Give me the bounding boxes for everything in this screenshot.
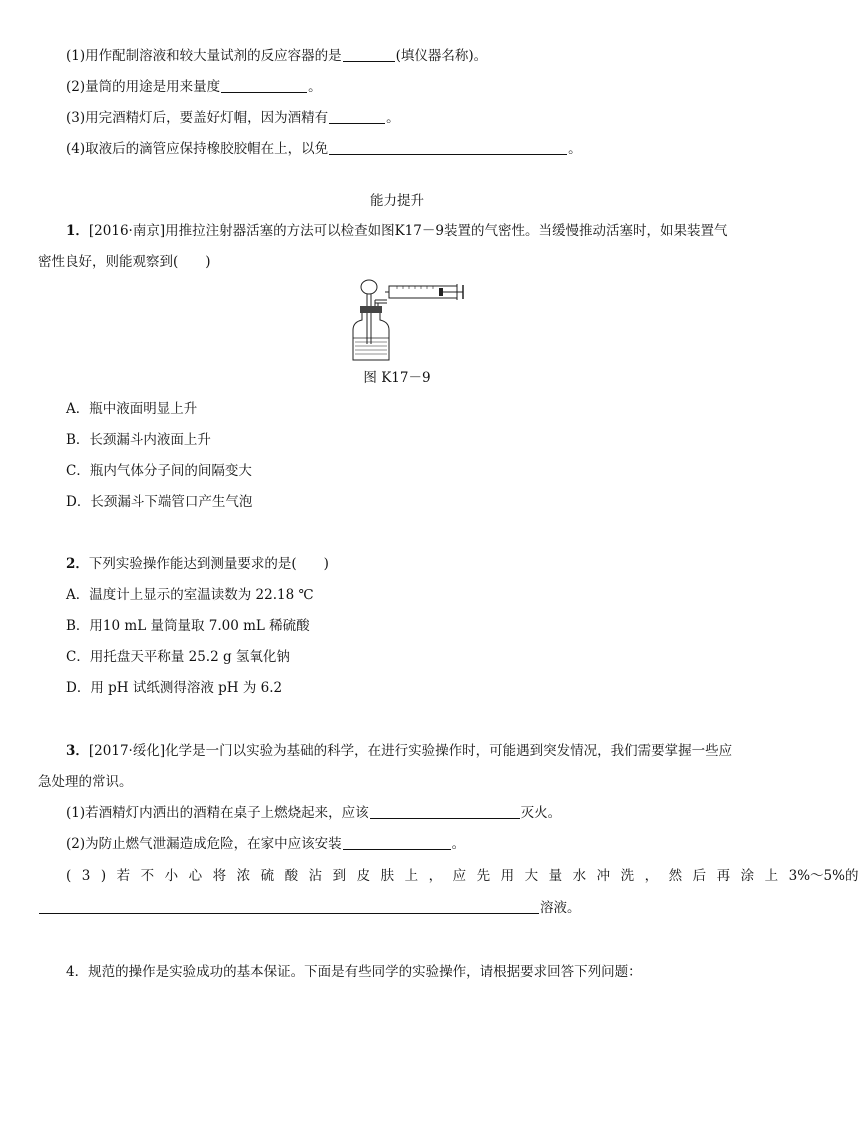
q2-option-a: A．温度计上显示的室温读数为 22.18 ℃ (66, 587, 314, 603)
question-text: (4)取液后的滴管应保持橡胶胶帽在上，以免 (66, 141, 329, 157)
question-suffix: 溶液。 (540, 900, 581, 916)
answer-blank[interactable] (39, 899, 539, 914)
q2-option-c: C．用托盘天平称量 25.2 g 氢氧化钠 (66, 649, 290, 665)
q1-option-d: D．长颈漏斗下端管口产生气泡 (66, 494, 253, 510)
answer-blank[interactable] (329, 109, 385, 124)
q1-option-b: B．长颈漏斗内液面上升 (66, 432, 211, 448)
question-number: 4． (66, 964, 89, 980)
q2-option-d: D．用 pH 试纸测得溶液 pH 为 6.2 (66, 680, 283, 696)
question-number: 1． (66, 223, 89, 239)
intro-question-4 (66, 139, 756, 159)
question-text: (1)用作配制溶液和较大量试剂的反应容器的是 (66, 48, 342, 64)
question-text: (3)用完酒精灯后，要盖好灯帽，因为酒精有 (66, 110, 329, 126)
intro-question-3 (66, 108, 756, 128)
q3-stem-line1 (66, 741, 756, 761)
answer-blank[interactable] (221, 78, 307, 93)
question-suffix: 。 (451, 836, 466, 852)
q1-option-a: A．瓶中液面明显上升 (66, 401, 198, 417)
question-text: (2)为防止燃气泄漏造成危险，在家中应该安装 (66, 836, 342, 852)
intro-question-1 (66, 46, 756, 66)
q4-stem (66, 962, 756, 982)
q3-sub-3-line1 (66, 866, 858, 886)
question-suffix: (填仪器名称)。 (395, 48, 488, 64)
question-text: 下列实验操作能达到测量要求的是( ) (88, 556, 329, 572)
question-text: (3)若不小心将浓硫酸沾到皮肤上，应先用大量水冲洗，然后再涂上 (66, 868, 789, 884)
question-text-tail: 3%～5%的 (788, 868, 858, 884)
question-text: [2016·南京]用推拉注射器活塞的方法可以检查如图K17－9装置的气密性。当缓慢推动活塞时，如果装置气 (88, 223, 728, 239)
answer-blank[interactable] (329, 140, 567, 155)
question-text: 规范的操作是实验成功的基本保证。下面是有些同学的实验操作，请根据要求回答下列问题： (88, 964, 642, 980)
q3-sub-1 (66, 803, 756, 823)
question-text: (1)若酒精灯内洒出的酒精在桌子上燃烧起来，应该 (66, 805, 369, 821)
question-text: (2)量筒的用途是用来量度 (66, 79, 221, 95)
question-suffix: 。 (386, 110, 400, 126)
question-text: [2017·绥化]化学是一门以实验为基础的科学，在进行实验操作时，可能遇到突发情况，我们需要掌握一些应 (88, 743, 733, 759)
q2-option-b: B．用10 mL 量筒量取 7.00 mL 稀硫酸 (66, 618, 310, 634)
question-number: 3． (66, 743, 89, 759)
answer-blank[interactable] (343, 47, 395, 62)
q3-sub-3-line2 (38, 898, 728, 918)
q1-stem-line2: 密性良好，则能观察到( ) (38, 254, 211, 270)
q2-stem (66, 554, 756, 574)
q3-stem-line2: 急处理的常识。 (38, 774, 133, 790)
question-suffix: 灭火。 (520, 805, 562, 821)
answer-blank[interactable] (370, 804, 520, 819)
question-suffix: 。 (568, 141, 582, 157)
figure-caption: 图 K17－9 (363, 370, 431, 386)
intro-question-2 (66, 77, 756, 97)
q3-sub-2 (66, 834, 756, 854)
gas-tightness-apparatus-figure (345, 278, 475, 363)
question-number: 2． (66, 556, 89, 572)
answer-blank[interactable] (343, 835, 451, 850)
q1-stem-line1 (66, 221, 756, 241)
question-suffix: 。 (308, 79, 322, 95)
section-title: 能力提升 (370, 193, 424, 209)
q1-option-c: C．瓶内气体分子间的间隔变大 (66, 463, 252, 479)
